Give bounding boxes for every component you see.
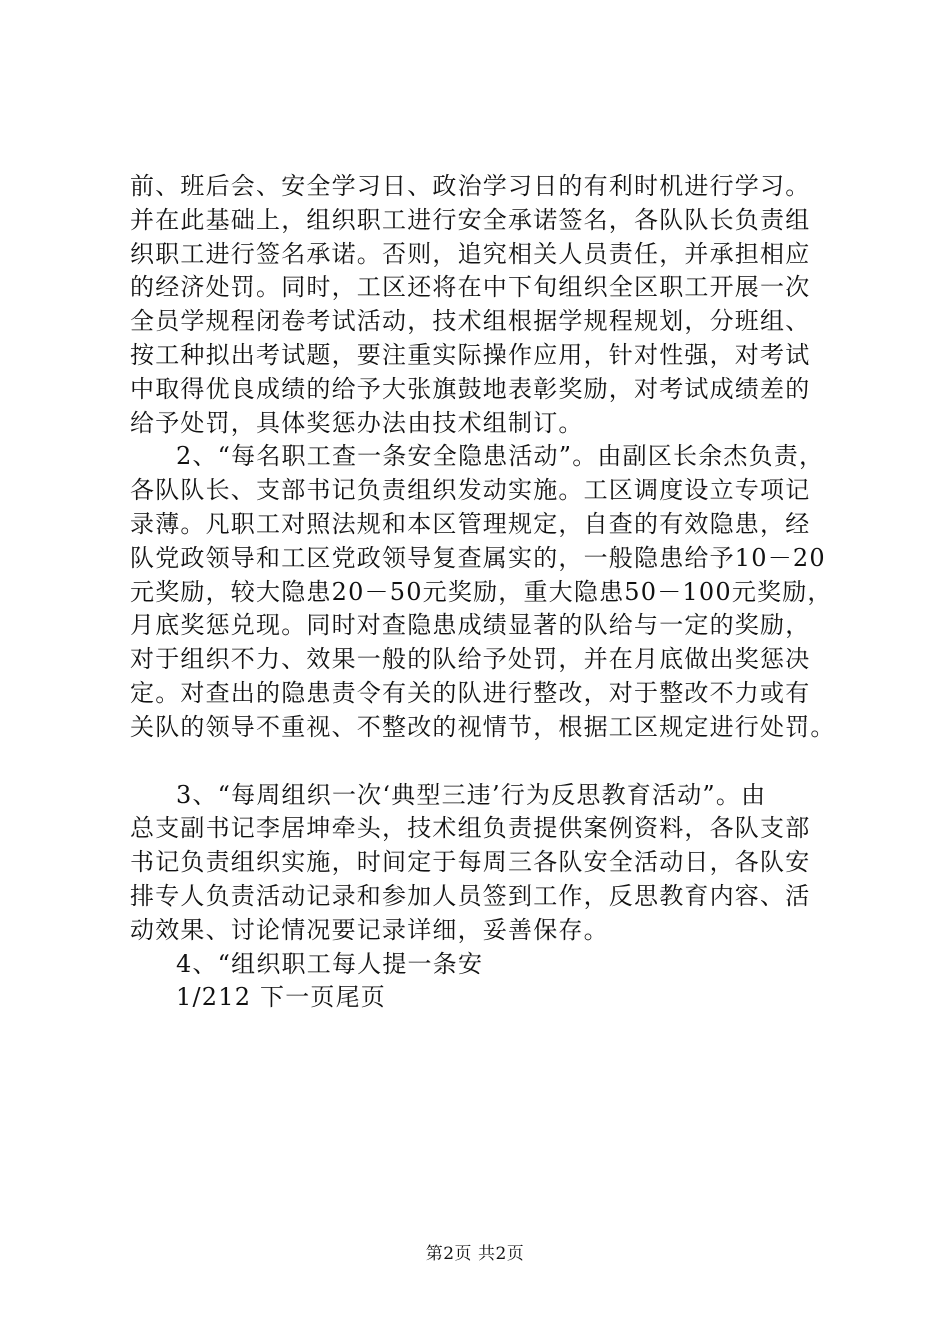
text-line: 3、“每周组织一次‘典型三违’行为反思教育活动”。由 bbox=[176, 780, 767, 809]
text-line: 录薄。凡职工对照法规和本区管理规定，自查的有效隐患，经 bbox=[130, 509, 811, 538]
text-line: 各队队长、支部书记负责组织发动实施。工区调度设立专项记 bbox=[130, 476, 811, 505]
text-line: 定。对查出的隐患责令有关的队进行整改，对于整改不力或有 bbox=[130, 678, 811, 707]
text-line: 排专人负责活动记录和参加人员签到工作，反思教育内容、活 bbox=[130, 881, 811, 910]
page-footer: 第2页 共2页 bbox=[425, 1244, 525, 1264]
text-line: 按工种拟出考试题，要注重实际操作应用，针对性强，对考试 bbox=[130, 340, 811, 369]
text-line: 动效果、讨论情况要记录详细，妥善保存。 bbox=[130, 915, 609, 944]
text-line: 中取得优良成绩的给予大张旗鼓地表彰奖励，对考试成绩差的 bbox=[130, 374, 811, 403]
pagination-links[interactable]: 1/212 下一页尾页 bbox=[176, 983, 386, 1012]
text-line: 对于组织不力、效果一般的队给予处罚，并在月底做出奖惩决 bbox=[130, 645, 811, 674]
text-line: 并在此基础上，组织职工进行安全承诺签名，各队队长负责组 bbox=[130, 205, 811, 234]
text-line: 织职工进行签名承诺。否则，追究相关人员责任，并承担相应 bbox=[130, 239, 811, 268]
text-line: 4、“组织职工每人提一条安 bbox=[176, 949, 484, 978]
text-line: 月底奖惩兑现。同时对查隐患成绩显著的队给与一定的奖励， bbox=[130, 611, 811, 640]
text-line: 关队的领导不重视、不整改的视情节，根据工区规定进行处罚。 bbox=[130, 712, 836, 741]
text-line: 前、班后会、安全学习日、政治学习日的有利时机进行学习。 bbox=[130, 172, 811, 200]
paragraph-gap bbox=[130, 745, 830, 779]
text-line: 元奖励，较大隐患20－50元奖励，重大隐患50－100元奖励， bbox=[130, 577, 833, 606]
text-line: 2、“每名职工查一条安全隐患活动”。由副区长余杰负责， bbox=[176, 442, 825, 471]
paragraph-block-2 bbox=[130, 779, 830, 1016]
text-line: 的经济处罚。同时，工区还将在中下旬组织全区职工开展一次 bbox=[130, 273, 811, 302]
text-line: 全员学规程闭卷考试活动，技术组根据学规程规划，分班组、 bbox=[130, 307, 811, 336]
document-body bbox=[130, 170, 836, 1015]
text-line: 书记负责组织实施，时间定于每周三各队安全活动日，各队安 bbox=[130, 848, 811, 877]
text-line: 总支副书记李居坤牵头，技术组负责提供案例资料，各队支部 bbox=[130, 814, 811, 843]
paragraph-block-1 bbox=[130, 170, 836, 745]
text-line: 队党政领导和工区党政领导复查属实的，一般隐患给予10－20 bbox=[130, 543, 826, 572]
text-line: 给予处罚，具体奖惩办法由技术组制订。 bbox=[130, 408, 584, 437]
